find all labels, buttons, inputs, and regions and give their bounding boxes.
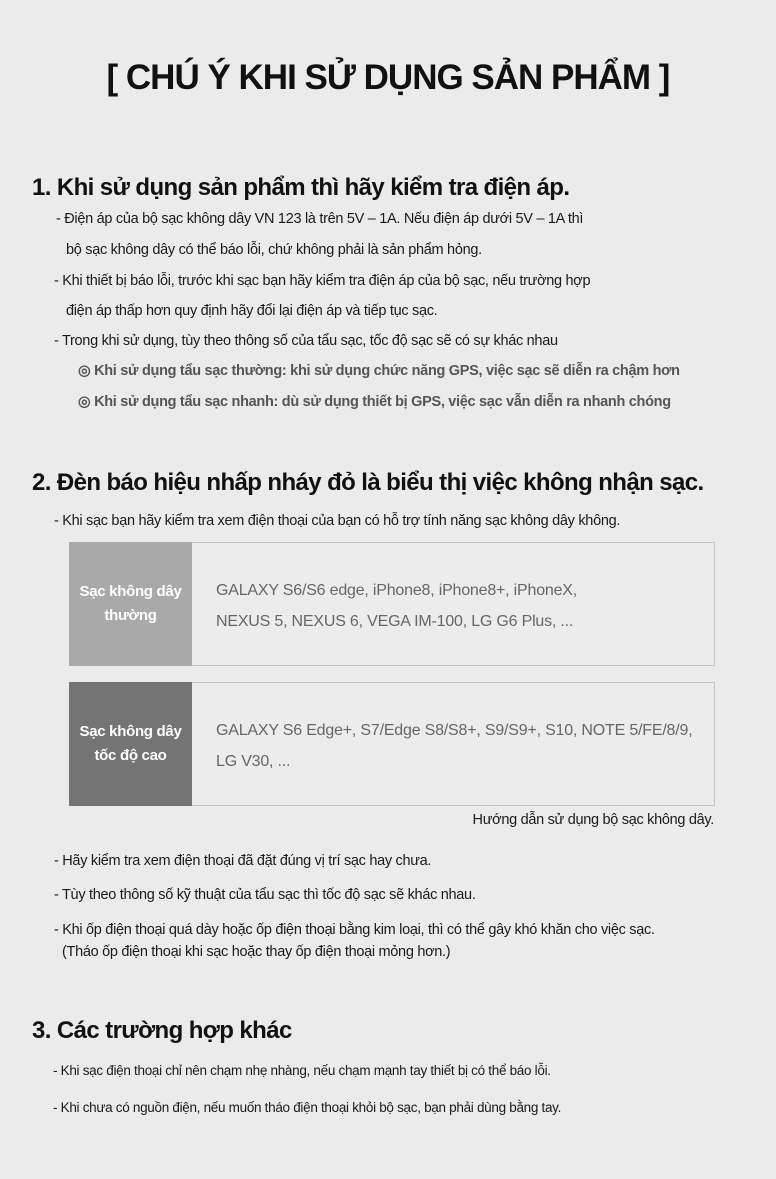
section1-line-3: - Khi thiết bị báo lỗi, trước khi sạc bạn hãy kiểm tra điện áp của bộ sạc, nếu trường hợp	[54, 273, 591, 289]
normal-models-line-1: GALAXY S6/S6 edge, iPhone8, iPhone8+, iPhoneX,	[216, 582, 578, 599]
fast-models-line-1: GALAXY S6 Edge+, S7/Edge S8/S8+, S9/S9+, S10, NOTE 5/FE/8/9,	[216, 722, 693, 739]
fast-wireless-label	[69, 682, 192, 806]
section2-bullet-3: - Khi ốp điện thoại quá dày hoặc ốp điện thoại bằng kim loại, thì có thể gây khó khăn cho việc sạc.	[54, 922, 655, 938]
section1-note-1: ◎ Khi sử dụng tẩu sạc thường: khi sử dụng chức năng GPS, việc sạc sẽ diễn ra chậm hơn	[78, 363, 680, 379]
fast-label-line-2: tốc độ cao	[94, 747, 167, 764]
page-title: [ CHÚ Ý KHI SỬ DỤNG SẢN PHẨM ]	[106, 58, 670, 97]
normal-label-line-2: thường	[104, 607, 157, 624]
section3-heading: 3. Các trường hợp khác	[32, 1017, 292, 1044]
normal-wireless-box	[69, 542, 715, 666]
section2-intro: - Khi sạc bạn hãy kiểm tra xem điện thoại của bạn có hỗ trợ tính năng sạc không dây không.	[54, 513, 621, 529]
normal-wireless-label	[69, 542, 192, 666]
fast-label-line-1: Sạc không dây	[79, 723, 182, 740]
normal-models-line-2: NEXUS 5, NEXUS 6, VEGA IM-100, LG G6 Plus, ...	[216, 613, 574, 630]
fast-wireless-box	[69, 682, 715, 806]
section1-line-5: - Trong khi sử dụng, tùy theo thông số của tẩu sạc, tốc độ sạc sẽ có sự khác nhau	[54, 333, 558, 349]
section1-line-4: điện áp thấp hơn quy định hãy đổi lại điện áp và tiếp tục sạc.	[66, 303, 438, 319]
section1-heading: 1. Khi sử dụng sản phẩm thì hãy kiểm tra điện áp.	[32, 174, 570, 201]
section3-bullet-2: - Khi chưa có nguồn điện, nếu muốn tháo điện thoại khỏi bộ sạc, bạn phải dùng bằng tay.	[53, 1100, 562, 1115]
section1-line-2: bộ sạc không dây có thể báo lỗi, chứ không phải là sản phẩm hỏng.	[66, 242, 482, 258]
section3-bullet-1: - Khi sạc điện thoại chỉ nên chạm nhẹ nhàng, nếu chạm mạnh tay thiết bị có thể báo lỗi.	[53, 1063, 551, 1078]
table-caption: Hướng dẫn sử dụng bộ sạc không dây.	[472, 812, 714, 828]
fast-models-line-2: LG V30, ...	[216, 753, 291, 770]
normal-wireless-models	[216, 575, 577, 637]
section2-bullet-1: - Hãy kiểm tra xem điện thoại đã đặt đúng vị trí sạc hay chưa.	[54, 853, 432, 869]
normal-label-line-1: Sạc không dây	[79, 583, 182, 600]
section1-line-1: - Điện áp của bộ sạc không dây VN 123 là trên 5V – 1A. Nếu điện áp dưới 5V – 1A thì	[56, 211, 584, 227]
section2-heading: 2. Đèn báo hiệu nhấp nháy đỏ là biểu thị việc không nhận sạc.	[32, 469, 704, 496]
section2-bullet-3-note: (Tháo ốp điện thoại khi sạc hoặc thay ốp điện thoại mỏng hơn.)	[62, 944, 451, 960]
fast-wireless-models	[216, 715, 692, 777]
section2-bullet-2: - Tùy theo thông số kỹ thuật của tẩu sạc thì tốc độ sạc sẽ khác nhau.	[54, 887, 476, 903]
section1-note-2: ◎ Khi sử dụng tẩu sạc nhanh: dù sử dụng thiết bị GPS, việc sạc vẫn diễn ra nhanh chóng	[78, 394, 671, 410]
